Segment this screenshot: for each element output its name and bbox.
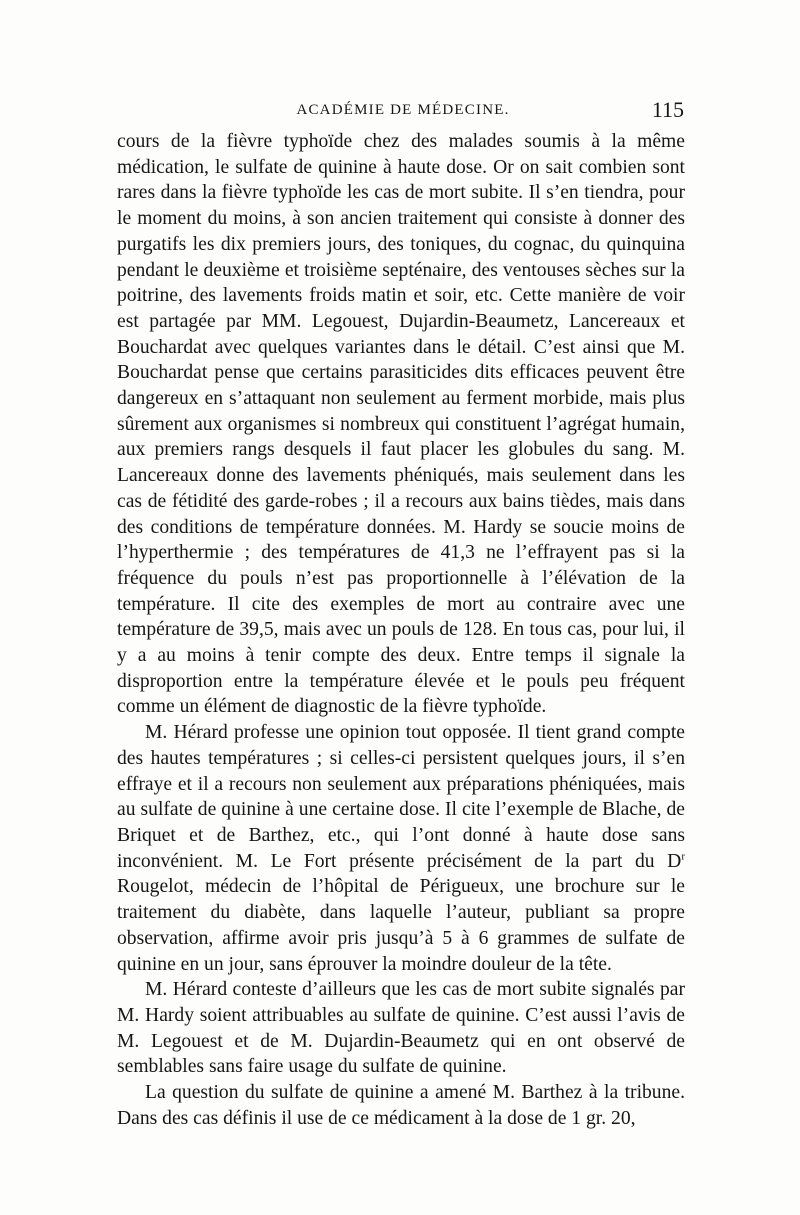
paragraph-herard-opinion-part-1: M. Hérard professe une opinion tout opposée. Il tient grand compte des hautes températures ; si celles-ci persistent quelques jours, il s’en effraye et il a recours non seulement aux préparations phéniquées, mais au sulfate de quinine à une certaine dose. Il cite l’exemple de Blache, de Briquet et de Barthez, etc., qui l’ont donné à haute dose sans inconvénient. M. Le Fort présente précisément de la part du D xyxy=(117,722,685,872)
running-head xyxy=(116,98,684,124)
paragraph-barthez: La question du sulfate de quinine a amené M. Barthez à la tribune. Dans des cas définis il use de ce médicament à la dose de 1 gr. 20, xyxy=(117,1082,685,1129)
body-text xyxy=(117,129,685,1131)
doctor-abbreviation-superscript: r xyxy=(681,850,685,863)
paragraph-continuation: cours de la fièvre typhoïde chez des malades soumis à la même médication, le sulfate de quinine à haute dose. Or on sait combien sont rares dans la fièvre typhoïde les cas de mort subite. Il s’en tiendra, pour le moment du moins, à son ancien traitement qui consiste à donner des purgatifs les dix premiers jours, des toniques, du cognac, du quinquina pendant le deuxième et troisième septénaire, des ventouses sèches sur la poitrine, des lavements froids matin et soir, etc. Cette manière de voir est partagée par MM. Legouest, Dujardin-Beaumetz, Lancereaux et Bouchardat avec quelques variantes dans le détail. C’est ainsi que M. Bouchardat pense que certains parasiticides dits efficaces peuvent être dangereux en s’attaquant non seulement au ferment morbide, mais plus sûrement aux organismes si nombreux qui constituent l’agrégat humain, aux premiers rangs desquels il faut placer les globules du sang. M. Lancereaux donne des lavements phéniqués, mais seulement dans les cas de fétidité des garde-robes ; il a recours aux bains tièdes, mais dans des conditions de température données. M. Hardy se soucie moins de l’hyperthermie ; des températures de 41,3 ne l’effrayent pas si la fréquence du pouls n’est pas proportionnelle à l’élévation de la température. Il cite des exemples de mort au contraire avec une température de 39,5, mais avec un pouls de 128. En tous cas, pour lui, il y a au moins à tenir compte des deux. Entre temps il signale la disproportion entre la température élevée et le pouls peu fréquent comme un élément de diagnostic de la fièvre typhoïde. xyxy=(117,131,685,718)
page-number: 115 xyxy=(651,97,684,122)
paragraph-herard-contests: M. Hérard conteste d’ailleurs que les cas de mort subite signalés par M. Hardy soient attribuables au sulfate de quinine. C’est aussi l’avis de M. Legouest et de M. Dujardin-Beaumetz qui en ont observé de semblables sans faire usage du sulfate de quinine. xyxy=(117,979,685,1078)
paragraph-herard-opinion-part-2: Rougelot, médecin de l’hôpital de Périgueux, une brochure sur le traitement du diabète, dans laquelle l’auteur, publiant sa propre observation, affirme avoir pris jusqu’à 5 à 6 grammes de sulfate de quinine en un jour, sans éprouver la moindre douleur de la tête. xyxy=(117,876,685,975)
paragraph-herard-opinion xyxy=(117,720,685,977)
running-title: ACADÉMIE DE MÉDECINE. xyxy=(296,102,510,118)
